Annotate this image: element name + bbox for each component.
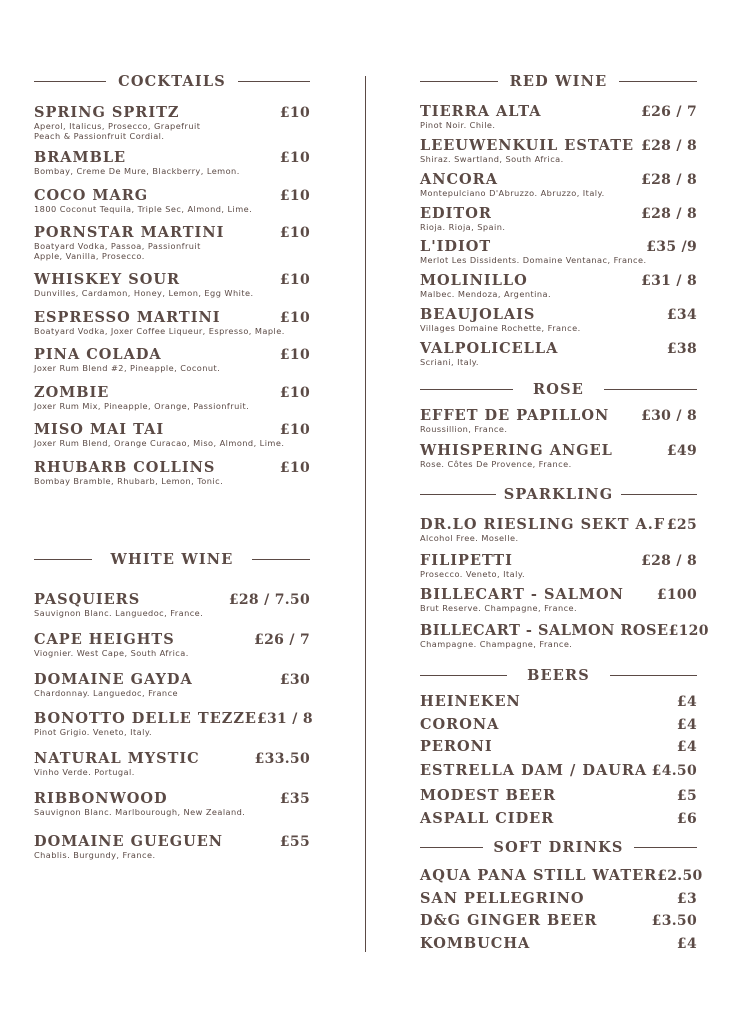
header-rule [610,675,697,676]
menu-item [420,137,697,165]
item-name: MODEST BEER [420,787,557,804]
menu-item [420,103,697,131]
item-price: £25 [666,517,697,533]
item-price: £31 / 8 [641,273,697,289]
section-title: ROSE [533,380,585,398]
menu-item [34,790,310,818]
item-name: BRAMBLE [34,149,127,166]
item-name: WHISKEY SOUR [34,271,181,288]
section-header-white-wine [34,549,310,569]
item-description: Boatyard Vodka, Passoa, Passionfruit Apple, Vanilla, Prosecco. [34,241,201,261]
item-price: £4 [676,717,697,733]
item-description: Dunvilles, Cardamon, Honey, Lemon, Egg White. [34,288,254,298]
item-description: Shiraz. Swartland, South Africa. [420,154,564,164]
item-description: Alcohol Free. Moselle. [420,533,519,543]
item-description: Viognier. West Cape, South Africa. [34,648,189,658]
item-description: Pinot Grigio. Veneto, Italy. [34,727,153,737]
item-name: PORNSTAR MARTINI [34,224,225,241]
item-price: £31 / 8 [256,711,313,727]
section-title: WHITE WINE [110,550,234,568]
menu-item [420,407,697,435]
section-header-cocktails [34,71,310,91]
menu-item [34,271,310,299]
item-price: £28 / 8 [641,553,697,569]
menu-item [34,384,310,412]
menu-item [420,586,697,614]
item-price: £35 [279,791,310,807]
menu-item [34,224,310,261]
header-rule [252,559,310,560]
item-name: NATURAL MYSTIC [34,750,200,767]
item-name: ZOMBIE [34,384,110,401]
item-price: £49 [666,443,697,459]
item-name: DR.LO RIESLING SEKT A.F [420,516,666,533]
section-header-soft-drinks [420,837,697,857]
menu-item [420,787,697,804]
header-rule [621,494,697,495]
item-description: Montepulciano D'Abruzzo. Abruzzo, Italy. [420,188,605,198]
item-price: £4 [676,739,697,755]
item-name: AQUA PANA STILL WATER [420,867,658,884]
menu-item [34,459,310,487]
menu-item [34,149,310,177]
item-price: £10 [279,460,310,476]
menu-item [420,716,697,733]
item-price: £4.50 [651,763,697,779]
menu-item [420,935,697,952]
menu-item [34,187,310,215]
menu-item [420,340,697,368]
item-price: £100 [656,587,697,603]
item-price: £28 / 7.50 [228,592,310,608]
item-price: £34 [666,307,697,323]
item-price: £38 [666,341,697,357]
item-description: Roussillion, France. [420,424,508,434]
item-name: PASQUIERS [34,591,141,608]
item-description: Prosecco. Veneto, Italy. [420,569,526,579]
menu-item [420,306,697,334]
item-name: DOMAINE GAYDA [34,671,193,688]
item-name: WHISPERING ANGEL [420,442,613,459]
item-description: Rose. Côtes De Provence, France. [420,459,572,469]
item-description: Scriani, Italy. [420,357,479,367]
header-rule [420,389,513,390]
item-description: Joxer Rum Mix, Pineapple, Orange, Passionfruit. [34,401,250,411]
item-name: CAPE HEIGHTS [34,631,175,648]
item-price: £55 [279,834,310,850]
item-price: £26 / 7 [641,104,697,120]
item-price: £35 /9 [646,239,697,255]
item-description: Joxer Rum Blend, Orange Curacao, Miso, Almond, Lime. [34,438,285,448]
item-price: £5 [676,788,697,804]
menu-item [420,738,697,755]
item-description: Bombay, Creme De Mure, Blackberry, Lemon. [34,166,240,176]
item-name: DOMAINE GUEGUEN [34,833,224,850]
item-price: £120 [668,623,709,639]
item-name: BILLECART - SALMON ROSE [420,622,669,639]
menu-item [34,421,310,449]
header-rule [34,81,106,82]
header-rule [619,81,697,82]
menu-item [420,552,697,580]
menu-item [34,631,310,659]
header-rule [420,494,496,495]
item-description: Rioja. Rioja, Spain. [420,222,506,232]
item-description: Sauvignon Blanc. Marlbourough, New Zealand. [34,807,246,817]
section-header-red-wine [420,71,697,91]
item-price: £6 [676,811,697,827]
item-name: SAN PELLEGRINO [420,890,585,907]
item-name: HEINEKEN [420,693,521,710]
item-name: KOMBUCHA [420,935,531,952]
menu-item [34,750,310,778]
item-name: EFFET DE PAPILLON [420,407,610,424]
menu-item [420,205,697,233]
item-price: £10 [279,385,310,401]
item-description: Chablis. Burgundy, France. [34,850,156,860]
menu-item [420,912,697,929]
item-price: £10 [279,105,310,121]
item-name: COCO MARG [34,187,149,204]
menu-item [34,671,310,699]
item-price: £30 / 8 [641,408,697,424]
item-description: Aperol, Italicus, Prosecco, Grapefruit Peach & Passionfruit Cordial. [34,121,201,141]
section-title: SOFT DRINKS [493,838,624,856]
section-header-sparkling [420,484,697,504]
item-price: £28 / 8 [641,138,697,154]
item-price: £3 [676,891,697,907]
item-name: D&G GINGER BEER [420,912,598,929]
item-name: L'IDIOT [420,238,492,255]
item-description: Vinho Verde. Portugal. [34,767,135,777]
menu-item [420,810,697,827]
item-name: FILIPETTI [420,552,513,569]
item-description: Pinot Noir. Chile. [420,120,496,130]
menu-item [420,622,709,650]
item-name: BILLECART - SALMON [420,586,624,603]
item-price: £26 / 7 [254,632,310,648]
item-name: ESPRESSO MARTINI [34,309,221,326]
item-price: £3.50 [651,913,697,929]
item-price: £4 [676,936,697,952]
menu-item [34,591,310,619]
section-title: BEERS [527,666,590,684]
item-name: ESTRELLA DAM / DAURA [420,762,648,779]
item-name: LEEUWENKUIL ESTATE [420,137,635,154]
column-divider [365,76,366,952]
item-description: Villages Domaine Rochette, France. [420,323,581,333]
header-rule [238,81,310,82]
section-title: COCKTAILS [118,72,226,90]
item-name: ASPALL CIDER [420,810,555,827]
menu-item [420,693,697,710]
item-name: MOLINILLO [420,272,528,289]
section-title: RED WINE [509,72,608,90]
section-header-beers [420,665,697,685]
menu-item [420,272,697,300]
item-price: £28 / 8 [641,206,697,222]
item-description: Joxer Rum Blend #2, Pineapple, Coconut. [34,363,221,373]
item-name: SPRING SPRITZ [34,104,180,121]
menu-item [420,171,697,199]
item-price: £30 [279,672,310,688]
item-name: PERONI [420,738,493,755]
menu-item [34,710,313,738]
item-description: Bombay Bramble, Rhubarb, Lemon, Tonic. [34,476,224,486]
item-price: £10 [279,150,310,166]
item-name: TIERRA ALTA [420,103,542,120]
item-description: Malbec. Mendoza, Argentina. [420,289,552,299]
item-price: £10 [279,347,310,363]
menu-item [34,309,310,337]
item-name: BONOTTO DELLE TEZZE [34,710,257,727]
item-name: PINA COLADA [34,346,162,363]
item-description: Merlot Les Dissidents. Domaine Ventanac, France. [420,255,647,265]
item-description: Chardonnay. Languedoc, France [34,688,179,698]
header-rule [420,81,498,82]
header-rule [604,389,697,390]
item-name: RIBBONWOOD [34,790,168,807]
item-description: Boatyard Vodka, Joxer Coffee Liqueur, Espresso, Maple. [34,326,285,336]
item-price: £10 [279,188,310,204]
item-name: MISO MAI TAI [34,421,165,438]
menu-item [420,238,697,266]
item-price: £4 [676,694,697,710]
header-rule [420,847,483,848]
item-price: £28 / 8 [641,172,697,188]
item-price: £10 [279,310,310,326]
menu-item [420,867,703,884]
item-name: RHUBARB COLLINS [34,459,216,476]
header-rule [420,675,507,676]
item-name: CORONA [420,716,500,733]
section-header-rose [420,379,697,399]
item-price: £10 [279,422,310,438]
menu-item [34,833,310,861]
item-name: ANCORA [420,171,498,188]
item-description: Sauvignon Blanc. Languedoc, France. [34,608,204,618]
header-rule [634,847,697,848]
menu-item [420,516,697,544]
item-price: £2.50 [657,868,703,884]
item-description: Champagne. Champagne, France. [420,639,573,649]
item-description: Brut Reserve. Champagne, France. [420,603,578,613]
menu-item [34,104,310,141]
menu-item [420,762,697,779]
item-name: VALPOLICELLA [420,340,559,357]
item-name: EDITOR [420,205,492,222]
item-price: £33.50 [254,751,310,767]
item-price: £10 [279,225,310,241]
item-description: 1800 Coconut Tequila, Triple Sec, Almond, Lime. [34,204,253,214]
item-name: BEAUJOLAIS [420,306,536,323]
menu-item [420,890,697,907]
menu-item [420,442,697,470]
menu-item [34,346,310,374]
item-price: £10 [279,272,310,288]
header-rule [34,559,92,560]
section-title: SPARKLING [503,485,614,503]
